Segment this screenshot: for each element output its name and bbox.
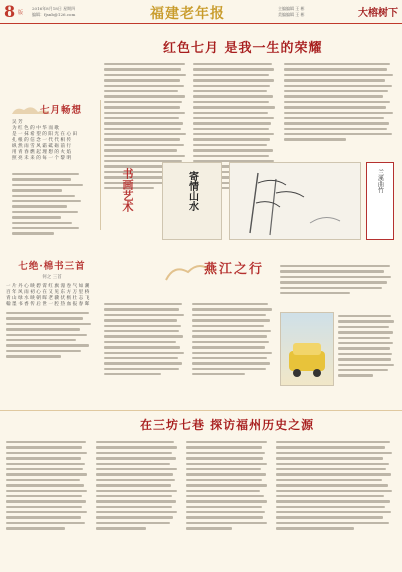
poem-line: 照 亮 未 来 的 每 一 个 黎 明 <box>12 156 72 161</box>
travel-article-col-1 <box>104 300 186 408</box>
shuhua-title: 书画艺术 <box>121 168 134 212</box>
column-divider <box>100 100 101 230</box>
bottom-article-col-1 <box>6 438 90 566</box>
page-number: 8 <box>4 2 16 21</box>
poem-line: 翰 墨 书 香 传 后 世 一 腔 热 血 报 春 晖 <box>6 302 90 307</box>
column-name: 大榕树下 <box>358 8 398 19</box>
painting-caption: 兰溪曲竹 <box>376 169 384 193</box>
travel-article-col-3-top <box>280 262 396 310</box>
bottom-article-col-2 <box>96 438 180 566</box>
article-column-3 <box>284 60 396 172</box>
poem-line: 百 年 风 雨 初 心 在 又 见 东 方 万 里 桥 <box>6 290 90 295</box>
bottom-article-col-3 <box>186 438 270 566</box>
painting-caption-box <box>366 162 394 240</box>
bottom-poem-box <box>6 258 98 408</box>
main-title: 红色七月 是我一生的荣耀 <box>163 41 323 56</box>
travel-title-block <box>160 250 280 290</box>
bamboo-painting-icon <box>230 163 360 239</box>
staff-line-1: 主编编辑 王 彬 <box>278 6 305 11</box>
poem-line: 纵 然 雨 雪 风 霜 砥 砺 前 行 <box>12 144 72 149</box>
poem-lines <box>12 120 96 162</box>
staff-line-2: 美编编辑 王 彬 <box>278 12 305 17</box>
calligraphy-text: 寄情山水 <box>186 171 198 211</box>
yellow-car-icon <box>281 313 333 385</box>
header-rule <box>0 23 402 24</box>
bottom-poem-author: 何之 三首 <box>42 275 62 280</box>
poem-box <box>6 100 98 240</box>
shuhua-section <box>104 160 396 242</box>
bottom-article-col-4 <box>276 438 396 566</box>
poem-line: 吴 芳 <box>12 120 23 125</box>
travel-article-col-2 <box>192 300 274 408</box>
section-rule <box>0 410 402 411</box>
poem-line: 扎 根 的 信 念 一 代 代 相 传 <box>12 138 72 143</box>
bottom-poem-body <box>6 312 98 358</box>
ink-painting-image <box>229 162 361 240</box>
travel-photo <box>280 312 334 386</box>
editor-line: 编辑：fjsnb@126.com <box>32 12 76 17</box>
page-label: 版 <box>18 10 24 16</box>
poem-line: 用 青 春 燃 起 理 想 的 火 焰 <box>12 150 72 155</box>
masthead: 福建老年报 <box>150 6 225 22</box>
shuhua-title-box <box>112 168 142 212</box>
calligraphy-image <box>162 162 222 240</box>
travel-title: 燕江之行 <box>204 262 265 277</box>
poem-line: 青 山 绿 水 映 朝 晖 老 骥 伏 枥 壮 志 飞 <box>6 296 90 301</box>
bottom-title: 在三坊七巷 探访福州历史之源 <box>140 418 315 432</box>
poem-line: 是 一 抹 希 望 的 阳 光 在 心 田 <box>12 132 78 137</box>
date-line: 2016年8月18日 星期四 <box>32 6 76 11</box>
bottom-poem-title: 七绝·棉书三首 <box>18 261 86 272</box>
poem-line: 为 红 色 的 中 华 而 歌 <box>12 126 59 131</box>
travel-article-col-4 <box>338 312 396 408</box>
poem-body-placeholder <box>12 170 96 238</box>
poem-title: 七月畅想 <box>40 105 83 116</box>
poem-line: 一 片 丹 心 映 碧 霄 红 旗 漫 卷 气 如 潮 <box>6 284 90 289</box>
